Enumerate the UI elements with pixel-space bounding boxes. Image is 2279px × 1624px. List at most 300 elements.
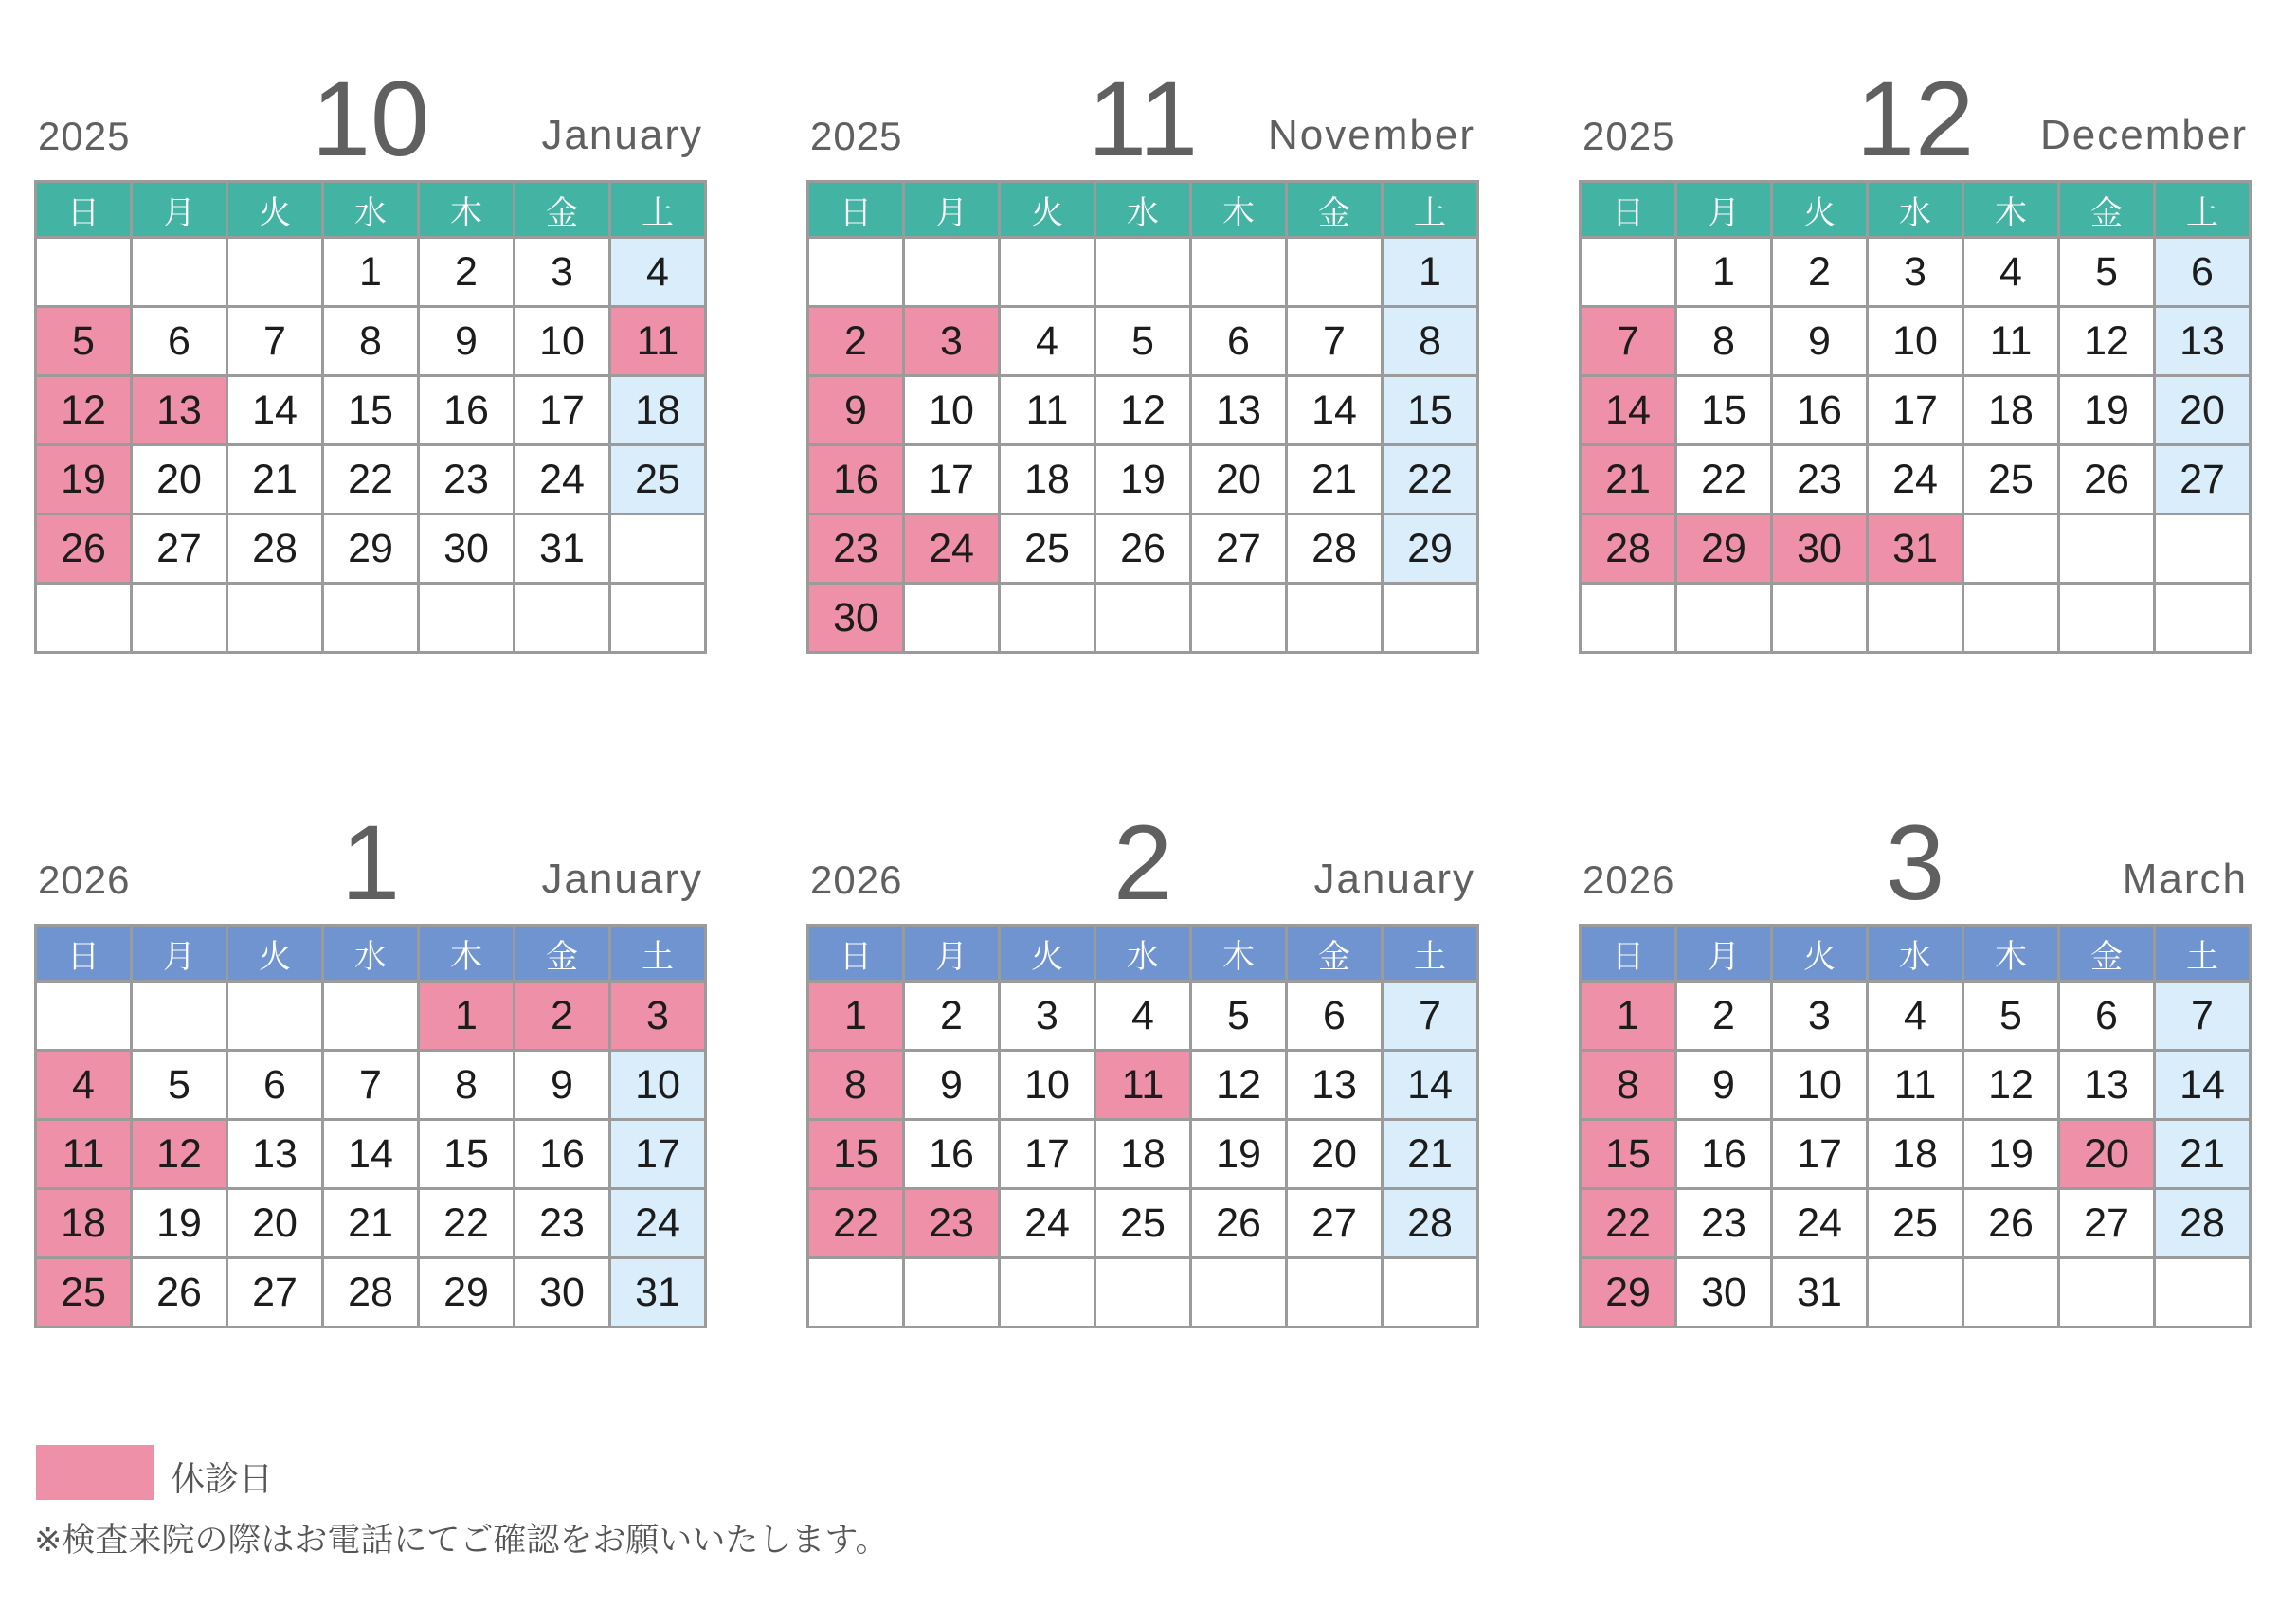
- week-row: [1581, 1258, 2251, 1327]
- day-cell: 12: [2059, 307, 2155, 376]
- day-cell: 30: [808, 584, 904, 653]
- calendar-month-name: January: [541, 856, 703, 902]
- day-cell: 14: [323, 1120, 419, 1189]
- day-cell: 27: [1191, 514, 1287, 584]
- empty-day-cell: [1383, 584, 1478, 653]
- month-calendar: [1579, 60, 2252, 654]
- day-cell: 11: [1868, 1051, 1963, 1120]
- day-cell: 1: [1676, 238, 1772, 307]
- day-cell: 2: [1772, 238, 1868, 307]
- day-cell: 20: [2059, 1120, 2155, 1189]
- day-cell: 18: [1000, 445, 1095, 514]
- day-cell: 11: [1963, 307, 2059, 376]
- day-cell: 4: [1963, 238, 2059, 307]
- calendar-month-name: January: [1313, 856, 1475, 902]
- day-cell: 27: [2059, 1189, 2155, 1258]
- day-cell: 18: [1095, 1120, 1191, 1189]
- week-row: [1581, 584, 2251, 653]
- empty-day-cell: [1963, 584, 2059, 653]
- empty-day-cell: [1868, 1258, 1963, 1327]
- day-cell: 13: [1287, 1051, 1383, 1120]
- week-row: [1581, 982, 2251, 1051]
- day-cell: 22: [808, 1189, 904, 1258]
- day-cell: 7: [323, 1051, 419, 1120]
- day-cell: 4: [610, 238, 706, 307]
- calendar-header: [806, 60, 1479, 180]
- day-cell: 24: [904, 514, 1000, 584]
- day-cell: 26: [132, 1258, 227, 1327]
- week-row: [808, 376, 1478, 445]
- empty-day-cell: [2155, 1258, 2251, 1327]
- week-row: [808, 1120, 1478, 1189]
- day-cell: 17: [515, 376, 610, 445]
- day-cell: 6: [2155, 238, 2251, 307]
- weekday-label: 日: [808, 182, 904, 238]
- week-row: [808, 445, 1478, 514]
- empty-day-cell: [132, 982, 227, 1051]
- day-cell: 14: [227, 376, 323, 445]
- weekday-label: 日: [1581, 182, 1676, 238]
- weekday-label: 木: [1191, 182, 1287, 238]
- calendar-header: [806, 803, 1479, 924]
- weekday-label: 土: [610, 926, 706, 982]
- day-cell: 31: [1868, 514, 1963, 584]
- week-row: [808, 307, 1478, 376]
- week-row: [36, 376, 706, 445]
- empty-day-cell: [323, 982, 419, 1051]
- day-cell: 28: [1287, 514, 1383, 584]
- weekday-header-row: [36, 182, 706, 238]
- empty-day-cell: [2059, 584, 2155, 653]
- day-cell: 30: [1772, 514, 1868, 584]
- day-cell: 25: [610, 445, 706, 514]
- day-cell: 25: [36, 1258, 132, 1327]
- day-cell: 17: [1772, 1120, 1868, 1189]
- day-cell: 24: [1868, 445, 1963, 514]
- day-cell: 21: [1581, 445, 1676, 514]
- day-cell: 13: [2059, 1051, 2155, 1120]
- weekday-label: 金: [1287, 182, 1383, 238]
- empty-day-cell: [2155, 584, 2251, 653]
- empty-day-cell: [808, 1258, 904, 1327]
- day-cell: 29: [419, 1258, 515, 1327]
- day-cell: 12: [132, 1120, 227, 1189]
- day-cell: 23: [1772, 445, 1868, 514]
- day-cell: 21: [323, 1189, 419, 1258]
- weekday-label: 日: [1581, 926, 1676, 982]
- day-cell: 14: [1287, 376, 1383, 445]
- day-cell: 21: [2155, 1120, 2251, 1189]
- weekday-label: 日: [808, 926, 904, 982]
- calendar-year: 2025: [1583, 114, 1675, 158]
- empty-day-cell: [1000, 238, 1095, 307]
- day-cell: 10: [515, 307, 610, 376]
- day-cell: 15: [323, 376, 419, 445]
- day-cell: 24: [610, 1189, 706, 1258]
- day-cell: 10: [1868, 307, 1963, 376]
- day-cell: 1: [1383, 238, 1478, 307]
- empty-day-cell: [1287, 238, 1383, 307]
- empty-day-cell: [515, 584, 610, 653]
- day-cell: 8: [808, 1051, 904, 1120]
- week-row: [808, 982, 1478, 1051]
- week-row: [808, 1051, 1478, 1120]
- day-cell: 26: [1095, 514, 1191, 584]
- day-cell: 19: [1191, 1120, 1287, 1189]
- day-cell: 24: [1772, 1189, 1868, 1258]
- day-cell: 5: [132, 1051, 227, 1120]
- week-row: [1581, 1189, 2251, 1258]
- week-row: [36, 982, 706, 1051]
- day-cell: 2: [515, 982, 610, 1051]
- day-cell: 29: [1581, 1258, 1676, 1327]
- empty-day-cell: [132, 238, 227, 307]
- empty-day-cell: [1191, 1258, 1287, 1327]
- day-cell: 16: [808, 445, 904, 514]
- weekday-label: 木: [1963, 182, 2059, 238]
- day-cell: 20: [1191, 445, 1287, 514]
- weekday-label: 火: [1000, 182, 1095, 238]
- day-cell: 3: [1868, 238, 1963, 307]
- day-cell: 31: [610, 1258, 706, 1327]
- day-cell: 7: [1383, 982, 1478, 1051]
- weekday-label: 土: [610, 182, 706, 238]
- calendar-month-number: 2: [1112, 803, 1173, 922]
- day-cell: 27: [227, 1258, 323, 1327]
- day-cell: 15: [1383, 376, 1478, 445]
- day-cell: 28: [227, 514, 323, 584]
- empty-day-cell: [419, 584, 515, 653]
- day-cell: 9: [515, 1051, 610, 1120]
- week-row: [808, 514, 1478, 584]
- calendar-table: [1579, 180, 2252, 654]
- empty-day-cell: [1868, 584, 1963, 653]
- day-cell: 27: [1287, 1189, 1383, 1258]
- day-cell: 25: [1963, 445, 2059, 514]
- week-row: [36, 445, 706, 514]
- day-cell: 4: [1095, 982, 1191, 1051]
- day-cell: 22: [1581, 1189, 1676, 1258]
- empty-day-cell: [1383, 1258, 1478, 1327]
- day-cell: 23: [808, 514, 904, 584]
- weekday-label: 月: [904, 926, 1000, 982]
- day-cell: 13: [1191, 376, 1287, 445]
- empty-day-cell: [323, 584, 419, 653]
- day-cell: 9: [1772, 307, 1868, 376]
- calendar-year: 2025: [810, 114, 903, 158]
- weekday-label: 火: [227, 182, 323, 238]
- day-cell: 23: [515, 1189, 610, 1258]
- weekday-label: 金: [2059, 182, 2155, 238]
- day-cell: 23: [904, 1189, 1000, 1258]
- day-cell: 5: [1963, 982, 2059, 1051]
- day-cell: 7: [1287, 307, 1383, 376]
- day-cell: 5: [2059, 238, 2155, 307]
- empty-day-cell: [1191, 238, 1287, 307]
- day-cell: 21: [227, 445, 323, 514]
- day-cell: 24: [1000, 1189, 1095, 1258]
- day-cell: 20: [227, 1189, 323, 1258]
- calendar-month-number: 1: [340, 803, 401, 922]
- day-cell: 3: [904, 307, 1000, 376]
- weekday-label: 木: [1963, 926, 2059, 982]
- empty-day-cell: [1095, 584, 1191, 653]
- day-cell: 29: [323, 514, 419, 584]
- day-cell: 12: [1191, 1051, 1287, 1120]
- week-row: [36, 238, 706, 307]
- empty-day-cell: [1287, 584, 1383, 653]
- week-row: [36, 584, 706, 653]
- day-cell: 28: [2155, 1189, 2251, 1258]
- calendar-header: [34, 803, 707, 924]
- day-cell: 16: [904, 1120, 1000, 1189]
- calendar-table: [1579, 924, 2252, 1328]
- empty-day-cell: [132, 584, 227, 653]
- day-cell: 4: [1000, 307, 1095, 376]
- day-cell: 8: [419, 1051, 515, 1120]
- empty-day-cell: [904, 1258, 1000, 1327]
- month-calendar: [1579, 803, 2252, 1328]
- calendar-table: [34, 180, 707, 654]
- empty-day-cell: [36, 982, 132, 1051]
- weekday-label: 金: [515, 926, 610, 982]
- weekday-label: 金: [2059, 926, 2155, 982]
- weekday-label: 日: [36, 926, 132, 982]
- day-cell: 18: [36, 1189, 132, 1258]
- day-cell: 6: [227, 1051, 323, 1120]
- weekday-label: 水: [1868, 926, 1963, 982]
- day-cell: 13: [132, 376, 227, 445]
- day-cell: 13: [227, 1120, 323, 1189]
- day-cell: 15: [1581, 1120, 1676, 1189]
- weekday-label: 火: [227, 926, 323, 982]
- day-cell: 22: [323, 445, 419, 514]
- day-cell: 25: [1095, 1189, 1191, 1258]
- day-cell: 5: [1095, 307, 1191, 376]
- day-cell: 25: [1000, 514, 1095, 584]
- empty-day-cell: [1963, 514, 2059, 584]
- calendar-year: 2026: [38, 857, 131, 902]
- empty-day-cell: [1000, 584, 1095, 653]
- empty-day-cell: [36, 238, 132, 307]
- empty-day-cell: [1095, 1258, 1191, 1327]
- weekday-label: 木: [1191, 926, 1287, 982]
- day-cell: 28: [1581, 514, 1676, 584]
- week-row: [1581, 376, 2251, 445]
- empty-day-cell: [1963, 1258, 2059, 1327]
- empty-day-cell: [36, 584, 132, 653]
- day-cell: 8: [1676, 307, 1772, 376]
- day-cell: 31: [515, 514, 610, 584]
- week-row: [808, 1258, 1478, 1327]
- day-cell: 9: [1676, 1051, 1772, 1120]
- weekday-label: 月: [132, 182, 227, 238]
- day-cell: 7: [227, 307, 323, 376]
- day-cell: 6: [1287, 982, 1383, 1051]
- day-cell: 31: [1772, 1258, 1868, 1327]
- note-text: ※検査来院の際はお電話にてご確認をお願いいたします。: [34, 1522, 889, 1560]
- day-cell: 29: [1383, 514, 1478, 584]
- week-row: [808, 238, 1478, 307]
- week-row: [808, 1189, 1478, 1258]
- empty-day-cell: [1676, 584, 1772, 653]
- day-cell: 4: [1868, 982, 1963, 1051]
- empty-day-cell: [904, 584, 1000, 653]
- day-cell: 30: [419, 514, 515, 584]
- weekday-label: 木: [419, 926, 515, 982]
- week-row: [1581, 1051, 2251, 1120]
- day-cell: 16: [1676, 1120, 1772, 1189]
- week-row: [808, 584, 1478, 653]
- day-cell: 15: [808, 1120, 904, 1189]
- empty-day-cell: [808, 238, 904, 307]
- empty-day-cell: [1772, 584, 1868, 653]
- day-cell: 11: [1095, 1051, 1191, 1120]
- day-cell: 11: [1000, 376, 1095, 445]
- day-cell: 20: [132, 445, 227, 514]
- day-cell: 30: [515, 1258, 610, 1327]
- month-calendar: [806, 803, 1479, 1328]
- day-cell: 2: [904, 982, 1000, 1051]
- empty-day-cell: [1000, 1258, 1095, 1327]
- day-cell: 10: [610, 1051, 706, 1120]
- day-cell: 30: [1676, 1258, 1772, 1327]
- day-cell: 10: [1772, 1051, 1868, 1120]
- weekday-label: 金: [1287, 926, 1383, 982]
- day-cell: 6: [132, 307, 227, 376]
- day-cell: 15: [419, 1120, 515, 1189]
- day-cell: 17: [904, 445, 1000, 514]
- week-row: [1581, 238, 2251, 307]
- empty-day-cell: [1581, 238, 1676, 307]
- day-cell: 12: [1095, 376, 1191, 445]
- day-cell: 23: [419, 445, 515, 514]
- day-cell: 18: [1868, 1120, 1963, 1189]
- day-cell: 9: [904, 1051, 1000, 1120]
- weekday-label: 土: [2155, 182, 2251, 238]
- calendar-month-name: November: [1268, 112, 1475, 158]
- day-cell: 22: [1383, 445, 1478, 514]
- day-cell: 10: [1000, 1051, 1095, 1120]
- weekday-label: 月: [132, 926, 227, 982]
- day-cell: 2: [419, 238, 515, 307]
- day-cell: 7: [1581, 307, 1676, 376]
- empty-day-cell: [610, 514, 706, 584]
- calendar-month-name: December: [2040, 112, 2248, 158]
- week-row: [36, 307, 706, 376]
- month-calendar: [806, 60, 1479, 654]
- day-cell: 8: [323, 307, 419, 376]
- day-cell: 26: [1963, 1189, 2059, 1258]
- calendar-month-number: 3: [1885, 803, 1945, 922]
- calendar-year: 2025: [38, 114, 131, 158]
- day-cell: 1: [808, 982, 904, 1051]
- empty-day-cell: [227, 982, 323, 1051]
- day-cell: 4: [36, 1051, 132, 1120]
- month-calendar: [34, 60, 707, 654]
- day-cell: 14: [2155, 1051, 2251, 1120]
- day-cell: 17: [1000, 1120, 1095, 1189]
- day-cell: 13: [2155, 307, 2251, 376]
- day-cell: 27: [2155, 445, 2251, 514]
- day-cell: 19: [132, 1189, 227, 1258]
- day-cell: 6: [2059, 982, 2155, 1051]
- day-cell: 23: [1676, 1189, 1772, 1258]
- day-cell: 2: [808, 307, 904, 376]
- day-cell: 19: [1963, 1120, 2059, 1189]
- day-cell: 9: [419, 307, 515, 376]
- weekday-label: 水: [1095, 926, 1191, 982]
- week-row: [36, 1258, 706, 1327]
- day-cell: 1: [1581, 982, 1676, 1051]
- weekday-label: 月: [1676, 182, 1772, 238]
- weekday-label: 日: [36, 182, 132, 238]
- empty-day-cell: [1581, 584, 1676, 653]
- week-row: [36, 514, 706, 584]
- weekday-header-row: [36, 926, 706, 982]
- day-cell: 28: [1383, 1189, 1478, 1258]
- day-cell: 27: [132, 514, 227, 584]
- day-cell: 9: [808, 376, 904, 445]
- empty-day-cell: [2059, 1258, 2155, 1327]
- calendar-year: 2026: [810, 857, 903, 902]
- weekday-label: 木: [419, 182, 515, 238]
- calendar-year: 2026: [1583, 857, 1675, 902]
- calendar-month-number: 11: [1087, 60, 1199, 178]
- calendar-month-number: 12: [1855, 60, 1975, 178]
- day-cell: 8: [1383, 307, 1478, 376]
- weekday-header-row: [1581, 926, 2251, 982]
- empty-day-cell: [1191, 584, 1287, 653]
- weekday-label: 水: [323, 926, 419, 982]
- weekday-label: 金: [515, 182, 610, 238]
- week-row: [36, 1051, 706, 1120]
- day-cell: 16: [1772, 376, 1868, 445]
- weekday-header-row: [1581, 182, 2251, 238]
- calendar-month-number: 10: [311, 60, 430, 178]
- weekday-label: 土: [1383, 926, 1478, 982]
- calendar-month-name: January: [541, 112, 703, 158]
- day-cell: 17: [1868, 376, 1963, 445]
- day-cell: 26: [36, 514, 132, 584]
- day-cell: 22: [1676, 445, 1772, 514]
- weekday-label: 火: [1000, 926, 1095, 982]
- day-cell: 14: [1383, 1051, 1478, 1120]
- day-cell: 19: [2059, 376, 2155, 445]
- day-cell: 22: [419, 1189, 515, 1258]
- legend-label: 休診日: [171, 1460, 274, 1499]
- weekday-label: 水: [1095, 182, 1191, 238]
- day-cell: 20: [1287, 1120, 1383, 1189]
- day-cell: 18: [1963, 376, 2059, 445]
- day-cell: 25: [1868, 1189, 1963, 1258]
- weekday-label: 火: [1772, 926, 1868, 982]
- day-cell: 14: [1581, 376, 1676, 445]
- day-cell: 10: [904, 376, 1000, 445]
- week-row: [1581, 307, 2251, 376]
- day-cell: 20: [2155, 376, 2251, 445]
- day-cell: 12: [1963, 1051, 2059, 1120]
- empty-day-cell: [2155, 514, 2251, 584]
- empty-day-cell: [1287, 1258, 1383, 1327]
- day-cell: 19: [1095, 445, 1191, 514]
- day-cell: 15: [1676, 376, 1772, 445]
- day-cell: 19: [36, 445, 132, 514]
- day-cell: 11: [36, 1120, 132, 1189]
- calendar-table: [806, 180, 1479, 654]
- empty-day-cell: [1095, 238, 1191, 307]
- week-row: [1581, 445, 2251, 514]
